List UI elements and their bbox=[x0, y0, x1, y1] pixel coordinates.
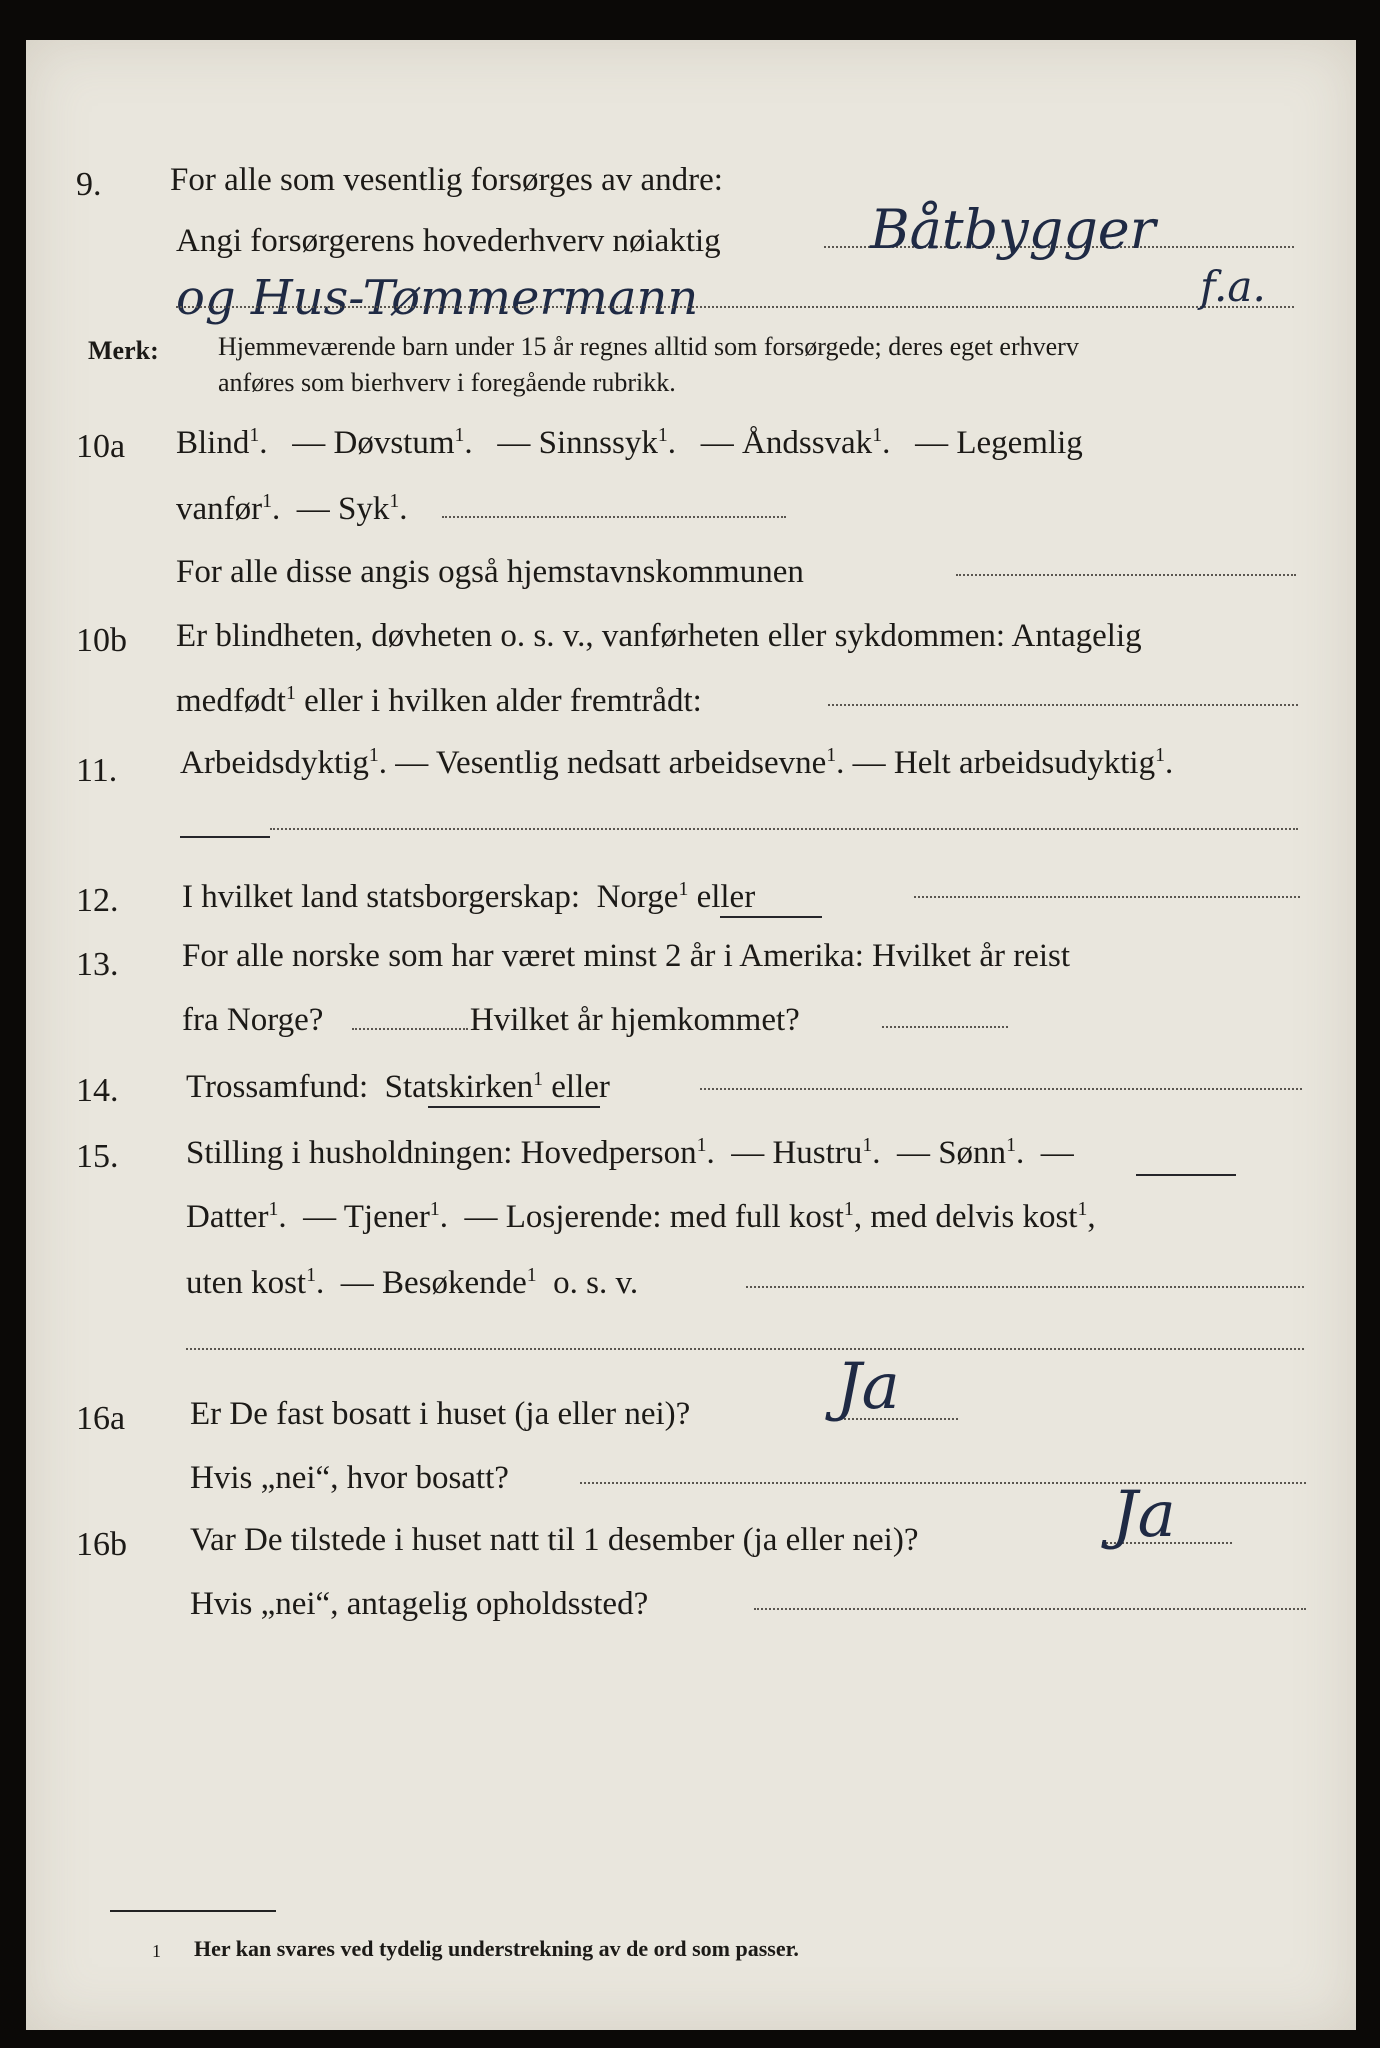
footnote-text: Her kan svares ved tydelig understrekning av de ord som passer. bbox=[194, 1936, 799, 1961]
footnote-mark: 1 bbox=[152, 1941, 161, 1961]
q12-number: 12. bbox=[76, 882, 119, 919]
q15-answer-line bbox=[746, 1286, 1304, 1288]
q10b-medfodt: medfødt bbox=[176, 683, 286, 719]
q14-number: 14. bbox=[76, 1072, 119, 1109]
q11-udyktig: — Helt arbeidsudyktig bbox=[852, 745, 1156, 781]
q16a-line1: Er De fast bosatt i huset (ja eller nei)? bbox=[190, 1396, 691, 1432]
q13-line1: For alle norske som har været minst 2 år i Amerika: Hvilket år reist bbox=[182, 938, 1071, 974]
q15-tjener: — Tjener bbox=[303, 1199, 430, 1235]
q13-reist-line bbox=[352, 1028, 468, 1030]
q10a-andssvak: — Åndssvak bbox=[700, 425, 873, 461]
q9-line1: For alle som vesentlig forsørges av andre: bbox=[170, 162, 723, 198]
footnote-rule bbox=[110, 1910, 276, 1912]
q9-number: 9. bbox=[76, 166, 102, 203]
q10b-line1: Er blindheten, døvheten o. s. v., vanførheten eller sykdommen: Antagelig bbox=[176, 618, 1142, 654]
q11-answer-line bbox=[270, 828, 1298, 830]
q11-arbeidsdyktig: Arbeidsdyktig bbox=[180, 745, 369, 781]
q12-answer-line bbox=[914, 896, 1300, 898]
merk-label: Merk: bbox=[88, 336, 159, 365]
q16b-line1: Var De tilstede i huset natt til 1 desember (ja eller nei)? bbox=[190, 1522, 919, 1558]
q16a-number: 16a bbox=[76, 1400, 126, 1437]
q11-nedsatt: — Vesentlig nedsatt arbeidsevne bbox=[395, 745, 827, 781]
q13-reist: fra Norge? bbox=[182, 1002, 324, 1038]
q15-osv: o. s. v. bbox=[553, 1265, 639, 1301]
q16a-bosatt-line bbox=[580, 1482, 1306, 1484]
q15-sonn: — Sønn bbox=[896, 1135, 1007, 1171]
q10a-number: 10a bbox=[76, 428, 126, 465]
q11-line: Arbeidsdyktig$^1$. — Vesentlig nedsatt arbeidsevne$^1$. — Helt arbeidsudyktig$^1$. bbox=[180, 744, 1174, 781]
q9-handwritten-mark: f.a. bbox=[1200, 262, 1266, 311]
q14-answer-line bbox=[700, 1088, 1302, 1090]
q13-hjemkommet: Hvilket år hjemkommet? bbox=[469, 1002, 800, 1038]
q14-statskirken-underline bbox=[428, 1106, 600, 1108]
q16b-handwritten-answer: Ja bbox=[1112, 1478, 1176, 1552]
q13-line2 bbox=[182, 1004, 800, 1037]
q15-hustru: — Hustru bbox=[731, 1135, 863, 1171]
q10a-answer-line bbox=[442, 516, 786, 518]
q15-line3: uten kost$^1$. — Besøkende$^1$ o. s. v. bbox=[186, 1264, 639, 1301]
q15-sonn-underline bbox=[1136, 1174, 1236, 1176]
q10a-sinnssyk: — Sinnssyk bbox=[497, 425, 658, 461]
q9-handwritten-occupation-2: og Hus-Tømmermann bbox=[176, 270, 699, 326]
q12-eller: eller bbox=[696, 879, 756, 915]
q10a-line1: Blind$^1$. — Døvstum$^1$. — Sinnssyk$^1$. — Åndssvak$^1$. — Legemlig bbox=[176, 424, 1083, 461]
q16b-number: 16b bbox=[76, 1526, 127, 1563]
q15-number: 15. bbox=[76, 1138, 119, 1175]
q10a-hjemstavn-line bbox=[956, 574, 1296, 576]
q14-eller: eller bbox=[551, 1069, 610, 1105]
q10a-line2: vanfør$^1$. — Syk$^1$. bbox=[176, 490, 408, 527]
q12-norge: Norge bbox=[596, 879, 679, 915]
q10b-alder: eller i hvilken alder fremtrådt: bbox=[304, 683, 702, 719]
q16a-line2: Hvis „nei“, hvor bosatt? bbox=[190, 1460, 509, 1496]
q11-number: 11. bbox=[76, 752, 118, 789]
q12-question: I hvilket land statsborgerskap: bbox=[182, 879, 581, 915]
merk-text-1: Hjemmeværende barn under 15 år regnes alltid som forsørgede; deres eget erhverv bbox=[218, 332, 1079, 361]
q14-statskirken: Statskirken bbox=[384, 1069, 534, 1105]
q15-uten-kost: uten kost bbox=[186, 1265, 307, 1301]
merk-text-2: anføres som bierhverv i foregående rubrikk. bbox=[218, 368, 676, 397]
q11-short-solid-line bbox=[180, 836, 270, 838]
q10b-answer-line bbox=[828, 704, 1298, 706]
q10a-syk: — Syk bbox=[296, 491, 390, 527]
q10a-legemlig: — Legemlig bbox=[915, 425, 1083, 461]
q13-hjemkommet-line bbox=[882, 1026, 1008, 1028]
q10b-line2: medfødt$^1$ eller i hvilken alder fremtrådt: bbox=[176, 682, 702, 719]
q10a-blind: Blind bbox=[176, 425, 250, 461]
q16a-handwritten-answer: Ja bbox=[836, 1350, 900, 1424]
q15-line2: Datter$^1$. — Tjener$^1$. — Losjerende: med full kost$^1$, med delvis kost$^1$, bbox=[186, 1198, 1096, 1235]
q15-hovedperson: Stilling i husholdningen: Hovedperson bbox=[186, 1135, 697, 1171]
q15-delvis: , med delvis kost bbox=[853, 1199, 1078, 1235]
q10a-line3: For alle disse angis også hjemstavnskommunen bbox=[176, 554, 804, 590]
q10b-number: 10b bbox=[76, 622, 127, 659]
q15-besokende: — Besøkende bbox=[340, 1265, 527, 1301]
q10a-vanfor: vanfør bbox=[176, 491, 263, 527]
q9-answer-line2 bbox=[176, 306, 1294, 308]
q10a-dovstum: — Døvstum bbox=[292, 425, 455, 461]
q12-line: I hvilket land statsborgerskap: Norge$^1$ eller bbox=[182, 878, 756, 915]
q14-trossamfund: Trossamfund: bbox=[186, 1069, 369, 1105]
q15-line1: Stilling i husholdningen: Hovedperson$^1$. — Hustru$^1$. — Sønn$^1$. — bbox=[186, 1134, 1074, 1171]
q13-number: 13. bbox=[76, 946, 119, 983]
q9-handwritten-occupation-1: Båtbygger bbox=[870, 198, 1156, 261]
q16b-line2: Hvis „nei“, antagelig opholdssted? bbox=[190, 1586, 649, 1622]
q15-extra-line bbox=[186, 1348, 1304, 1350]
q9-line2-label: Angi forsørgerens hovederhverv nøiaktig bbox=[176, 223, 721, 259]
q15-losjerende: — Losjerende: med full kost bbox=[464, 1199, 844, 1235]
q14-line: Trossamfund: Statskirken$^1$ eller bbox=[186, 1068, 610, 1105]
q15-datter: Datter bbox=[186, 1199, 269, 1235]
q16b-opholdssted-line bbox=[754, 1608, 1306, 1610]
q12-norge-underline bbox=[720, 916, 822, 918]
